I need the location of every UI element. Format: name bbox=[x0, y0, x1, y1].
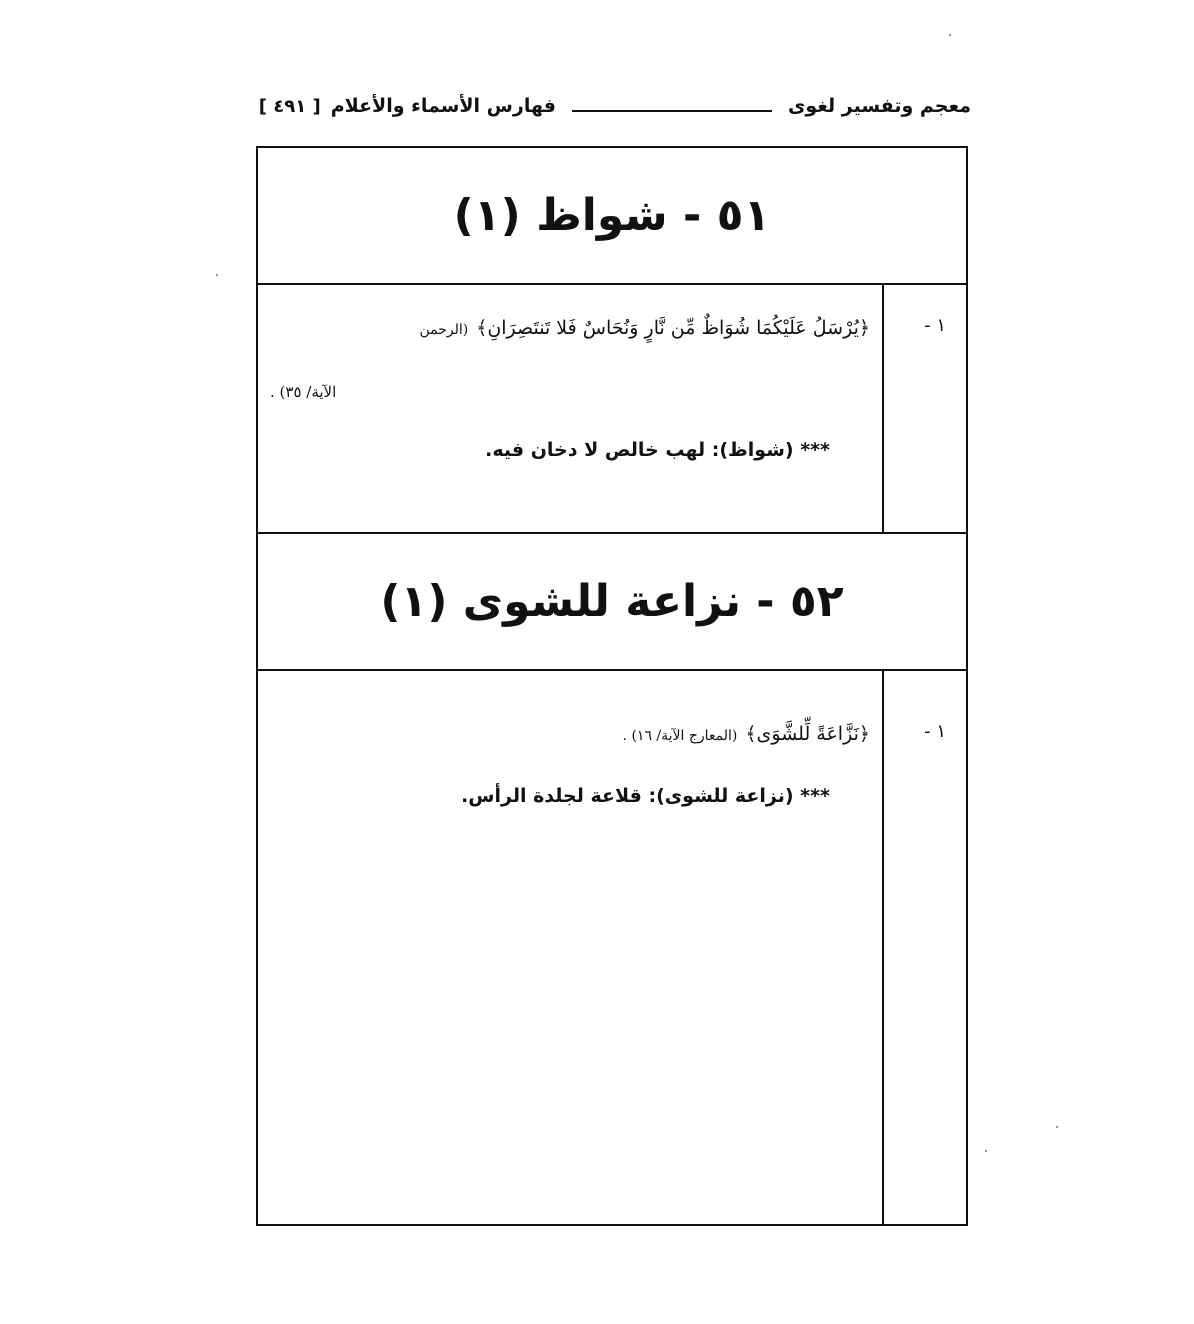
scan-speck bbox=[949, 34, 951, 36]
section-title: فهارس الأسماء والأعلام bbox=[330, 95, 556, 117]
scan-speck bbox=[1056, 1126, 1058, 1128]
quran-verse: ﴿نَزَّاعَةً لِّلشَّوَى﴾ bbox=[745, 723, 870, 745]
verse-reference: (الرحمن bbox=[419, 322, 469, 338]
entries-frame bbox=[256, 146, 968, 1226]
gloss: *** (شواظ): لهب خالص لا دخان فيه. bbox=[485, 439, 830, 461]
verse-line bbox=[623, 723, 870, 745]
running-header bbox=[255, 90, 971, 122]
header-rule bbox=[572, 110, 772, 112]
page-number: [ ٤٩١ ] bbox=[258, 95, 321, 117]
entry-heading-51: ٥١ - شواظ (١) bbox=[258, 148, 966, 285]
item-number: ١ - bbox=[924, 315, 946, 336]
reference-continuation: الآية/ ٣٥) . bbox=[270, 383, 337, 401]
number-column bbox=[882, 671, 966, 1226]
quran-verse: ﴿يُرْسَلُ عَلَيْكُمَا شُوَاظٌ مِّن نَّارٍ وَنُحَاسٌ فَلا تَنتَصِرَانِ﴾ bbox=[476, 317, 870, 339]
entry-body-51 bbox=[258, 285, 966, 532]
number-column bbox=[882, 285, 966, 532]
entry-text bbox=[270, 671, 870, 1226]
entry-body-52 bbox=[258, 671, 966, 1226]
book-title: معجم وتفسير لغوى bbox=[787, 95, 971, 117]
gloss: *** (نزاعة للشوى): قلاعة لجلدة الرأس. bbox=[461, 785, 830, 807]
verse-line bbox=[419, 317, 870, 339]
scan-speck bbox=[216, 274, 218, 276]
item-number: ١ - bbox=[924, 721, 946, 742]
entry-text bbox=[270, 285, 870, 532]
scan-speck bbox=[985, 1150, 987, 1152]
verse-reference: (المعارج الآية/ ١٦) . bbox=[622, 728, 738, 744]
entry-heading-52: ٥٢ - نزاعة للشوى (١) bbox=[258, 532, 966, 671]
